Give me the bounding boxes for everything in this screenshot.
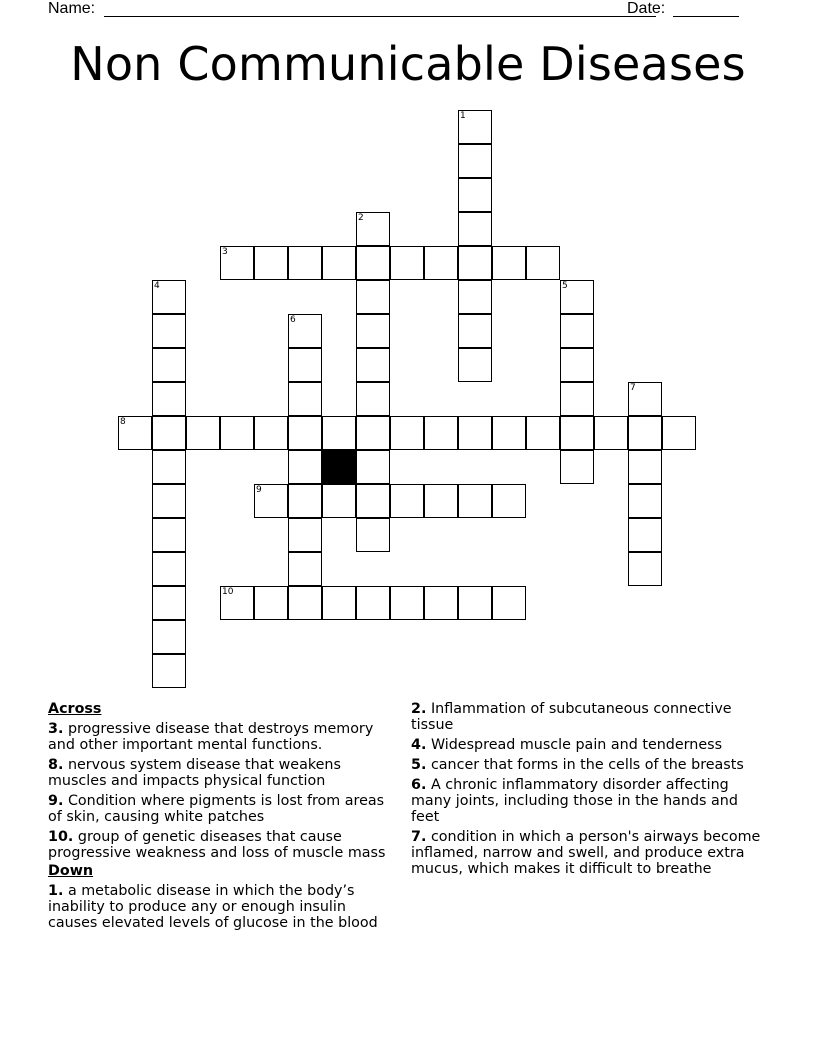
grid-cell[interactable] xyxy=(152,654,186,688)
black-square xyxy=(322,450,356,484)
grid-cell[interactable] xyxy=(560,348,594,382)
grid-clue-number: 6 xyxy=(290,315,296,325)
grid-cell[interactable] xyxy=(526,416,560,450)
clue-number: 2. xyxy=(411,701,427,717)
clue-text: a metabolic disease in which the body’s inability to produce any or enough insulin causes elevated levels of glucose in the blood xyxy=(48,883,378,931)
grid-clue-number: 10 xyxy=(222,587,234,597)
grid-cell[interactable] xyxy=(254,416,288,450)
clue-text: nervous system disease that weakens muscles and impacts physical function xyxy=(48,757,341,789)
grid-cell[interactable] xyxy=(458,178,492,212)
clue-text: Inflammation of subcutaneous connective tissue xyxy=(411,701,732,733)
grid-cell[interactable] xyxy=(152,314,186,348)
clue-number: 3. xyxy=(48,721,64,737)
grid-cell[interactable] xyxy=(288,382,322,416)
grid-cell[interactable] xyxy=(424,586,458,620)
clue-text: group of genetic diseases that cause progressive weakness and loss of muscle mass xyxy=(48,829,386,861)
grid-cell[interactable] xyxy=(356,348,390,382)
name-label: Name: xyxy=(48,0,96,17)
grid-cell[interactable] xyxy=(560,314,594,348)
grid-cell[interactable] xyxy=(288,416,322,450)
clue-number: 7. xyxy=(411,829,427,845)
grid-cell[interactable] xyxy=(356,314,390,348)
grid-clue-number: 5 xyxy=(562,281,568,291)
grid-cell[interactable] xyxy=(390,586,424,620)
clue-text: progressive disease that destroys memory and other important mental functions. xyxy=(48,721,374,753)
down-clue-7 xyxy=(411,829,763,877)
down-heading: Down xyxy=(48,863,94,879)
grid-cell[interactable] xyxy=(492,586,526,620)
grid-cell[interactable] xyxy=(458,416,492,450)
grid-cell[interactable] xyxy=(152,484,186,518)
grid-cell[interactable] xyxy=(220,416,254,450)
grid-clue-number: 4 xyxy=(154,281,160,291)
grid-cell[interactable] xyxy=(356,280,390,314)
clue-number: 9. xyxy=(48,793,64,809)
grid-cell[interactable] xyxy=(424,484,458,518)
across-heading: Across xyxy=(48,701,102,717)
grid-cell[interactable] xyxy=(356,518,390,552)
grid-cell[interactable] xyxy=(288,552,322,586)
grid-cell[interactable] xyxy=(390,246,424,280)
grid-cell[interactable] xyxy=(288,586,322,620)
grid-cell[interactable] xyxy=(390,484,424,518)
grid-cell[interactable] xyxy=(628,518,662,552)
clue-text: condition in which a person's airways become inflamed, narrow and swell, and produce extra mucus, which makes it difficult to breathe xyxy=(411,829,761,877)
grid-cell[interactable] xyxy=(492,484,526,518)
grid-cell[interactable] xyxy=(458,586,492,620)
page-title: Non Communicable Diseases xyxy=(70,37,746,91)
grid-cell[interactable] xyxy=(288,246,322,280)
clue-number: 5. xyxy=(411,757,427,773)
date-label: Date: xyxy=(627,0,666,17)
grid-cell[interactable] xyxy=(356,450,390,484)
across-clue-9 xyxy=(48,793,398,825)
grid-cell[interactable] xyxy=(458,348,492,382)
grid-cell[interactable] xyxy=(356,246,390,280)
grid-cell[interactable] xyxy=(322,484,356,518)
down-clue-4 xyxy=(411,737,763,753)
clue-text: Condition where pigments is lost from areas of skin, causing white patches xyxy=(48,793,385,825)
grid-cell[interactable] xyxy=(356,382,390,416)
grid-cell[interactable] xyxy=(594,416,628,450)
grid-cell[interactable] xyxy=(492,416,526,450)
grid-cell[interactable] xyxy=(424,246,458,280)
grid-cell[interactable] xyxy=(458,246,492,280)
clue-number: 6. xyxy=(411,777,427,793)
across-clue-3 xyxy=(48,721,398,753)
grid-cell[interactable] xyxy=(152,348,186,382)
grid-cell[interactable] xyxy=(628,416,662,450)
grid-cell[interactable] xyxy=(152,586,186,620)
clue-text: A chronic inflammatory disorder affecting many joints, including those in the hands and feet xyxy=(411,777,738,825)
clue-text: cancer that forms in the cells of the breasts xyxy=(430,757,744,773)
down-clue-5 xyxy=(411,757,763,773)
grid-cell[interactable] xyxy=(560,450,594,484)
grid-cell[interactable] xyxy=(458,212,492,246)
grid-cell[interactable] xyxy=(628,450,662,484)
grid-cell[interactable] xyxy=(152,416,186,450)
grid-cell[interactable] xyxy=(492,246,526,280)
grid-clue-number: 3 xyxy=(222,247,228,257)
clue-number: 1. xyxy=(48,883,64,899)
grid-cell[interactable] xyxy=(288,450,322,484)
grid-cell[interactable] xyxy=(356,586,390,620)
grid-clue-number: 1 xyxy=(460,111,466,121)
grid-cell[interactable] xyxy=(390,416,424,450)
grid-cell[interactable] xyxy=(356,416,390,450)
down-clue-2 xyxy=(411,701,763,733)
clues-right-column xyxy=(411,701,763,881)
clue-number: 10. xyxy=(48,829,74,845)
grid-cell[interactable] xyxy=(424,416,458,450)
grid-cell[interactable] xyxy=(322,416,356,450)
grid-cell[interactable] xyxy=(628,484,662,518)
down-clue-1 xyxy=(48,883,398,931)
grid-clue-number: 7 xyxy=(630,383,636,393)
grid-cell[interactable] xyxy=(288,518,322,552)
grid-cell[interactable] xyxy=(322,586,356,620)
clues-left-column xyxy=(48,701,398,935)
grid-cell[interactable] xyxy=(628,552,662,586)
grid-cell[interactable] xyxy=(526,246,560,280)
grid-cell[interactable] xyxy=(560,416,594,450)
grid-cell[interactable] xyxy=(152,518,186,552)
grid-cell[interactable] xyxy=(458,144,492,178)
down-clue-6 xyxy=(411,777,763,825)
grid-cell[interactable] xyxy=(254,586,288,620)
grid-cell[interactable] xyxy=(152,382,186,416)
grid-cell[interactable] xyxy=(458,314,492,348)
grid-clue-number: 9 xyxy=(256,485,262,495)
clue-text: Widespread muscle pain and tenderness xyxy=(430,737,723,753)
grid-cell[interactable] xyxy=(152,552,186,586)
across-clue-8 xyxy=(48,757,398,789)
grid-cell[interactable] xyxy=(288,484,322,518)
grid-cell[interactable] xyxy=(254,246,288,280)
clue-number: 8. xyxy=(48,757,64,773)
grid-cell[interactable] xyxy=(458,484,492,518)
grid-cell[interactable] xyxy=(662,416,696,450)
across-clue-10 xyxy=(48,829,398,861)
grid-cell[interactable] xyxy=(560,382,594,416)
grid-clue-number: 2 xyxy=(358,213,364,223)
grid-clue-number: 8 xyxy=(120,417,126,427)
grid-cell[interactable] xyxy=(322,246,356,280)
clue-number: 4. xyxy=(411,737,427,753)
grid-cell[interactable] xyxy=(186,416,220,450)
grid-cell[interactable] xyxy=(288,348,322,382)
grid-cell[interactable] xyxy=(152,620,186,654)
grid-cell[interactable] xyxy=(458,280,492,314)
grid-cell[interactable] xyxy=(152,450,186,484)
grid-cell[interactable] xyxy=(356,484,390,518)
